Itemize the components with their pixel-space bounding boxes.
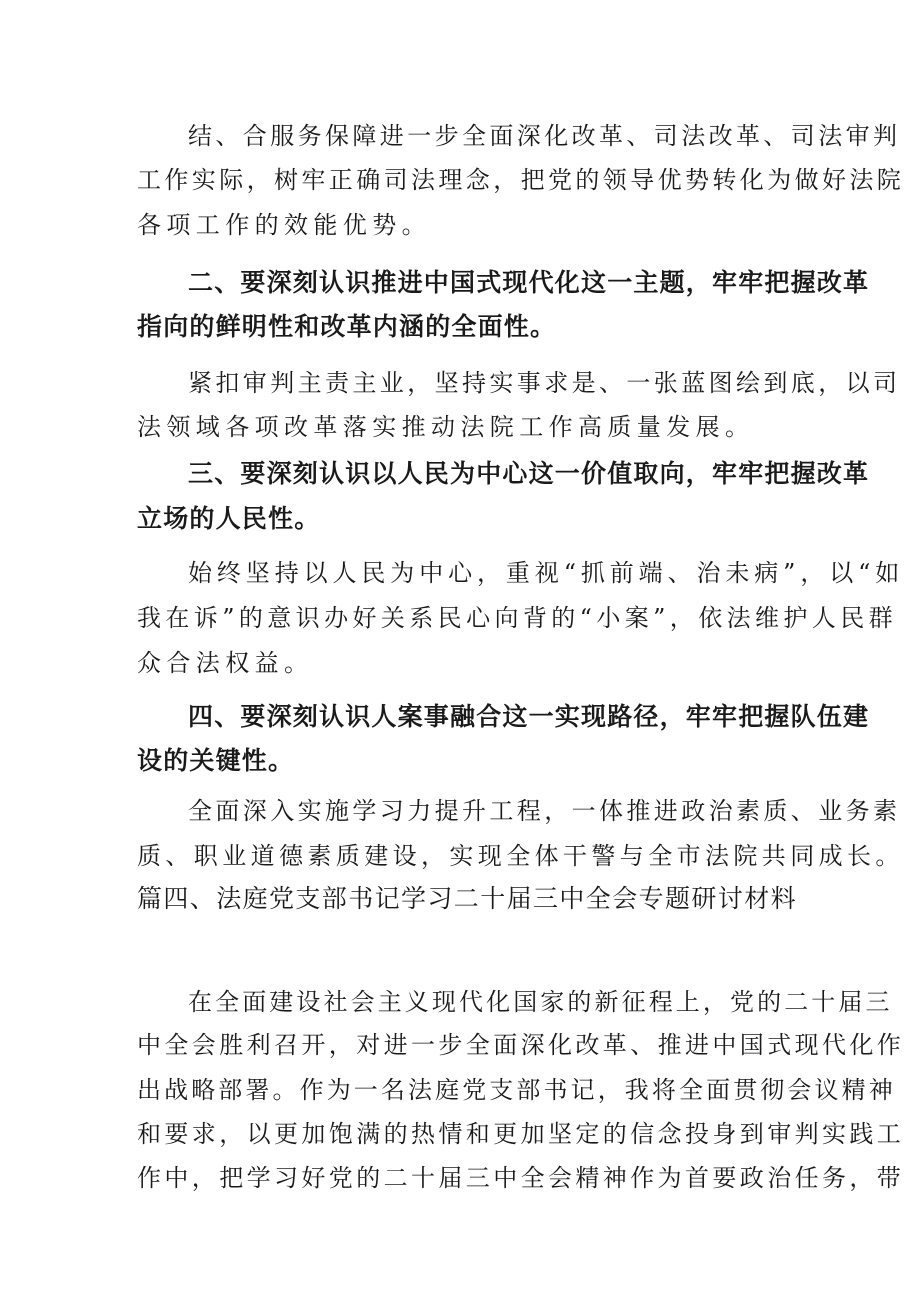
body-line: 全面深入实施学习力提升工程，一体推进政治素质、业务素 xyxy=(188,797,901,825)
body-line: 质、职业道德素质建设，实现全体干警与全市法院共同成长。 xyxy=(137,842,904,870)
section-heading: 二、要深刻认识推进中国式现代化这一主题，牢牢把握改革 xyxy=(188,268,870,297)
body-line: 工作实际，树牢正确司法理念，把党的领导优势转化为做好法院 xyxy=(137,166,905,194)
body-line: 中全会胜利召开，对进一步全面深化改革、推进中国式现代化作 xyxy=(137,1031,905,1059)
section-heading: 立场的人民性。 xyxy=(137,504,321,533)
body-line: 众合法权益。 xyxy=(137,649,314,677)
body-line: 作中，把学习好党的二十届三中全会精神作为首要政治任务，带 xyxy=(137,1164,905,1192)
body-line: 我在诉”的意识办好关系民心向背的“小案”，依法维护人民群 xyxy=(137,604,898,632)
body-line: 法领域各项改革落实推动法院工作高质量发展。 xyxy=(137,413,755,441)
section-heading: 指向的鲜明性和改革内涵的全面性。 xyxy=(137,312,557,341)
document-title: 篇四、法庭党支部书记学习二十届三中全会专题研讨材料 xyxy=(137,884,798,913)
body-line: 各项工作的效能优势。 xyxy=(137,211,431,239)
body-line: 和要求，以更加饱满的热情和更加坚定的信念投身到审判实践工 xyxy=(137,1120,905,1148)
body-line: 结、合服务保障进一步全面深化改革、司法改革、司法审判 xyxy=(188,122,901,150)
body-line: 出战略部署。作为一名法庭党支部书记，我将全面贯彻会议精神 xyxy=(137,1076,896,1104)
body-line: 紧扣审判主责主业，坚持实事求是、一张蓝图绘到底，以司 xyxy=(188,369,901,397)
section-heading: 四、要深刻认识人案事融合这一实现路径，牢牢把握队伍建 xyxy=(188,702,870,731)
body-line: 始终坚持以人民为中心，重视“抓前端、治未病”，以“如 xyxy=(188,559,905,587)
section-heading: 三、要深刻认识以人民为中心这一价值取向，牢牢把握改革 xyxy=(188,459,870,488)
body-line: 在全面建设社会主义现代化国家的新征程上，党的二十届三 xyxy=(188,988,893,1016)
section-heading: 设的关键性。 xyxy=(137,746,295,775)
